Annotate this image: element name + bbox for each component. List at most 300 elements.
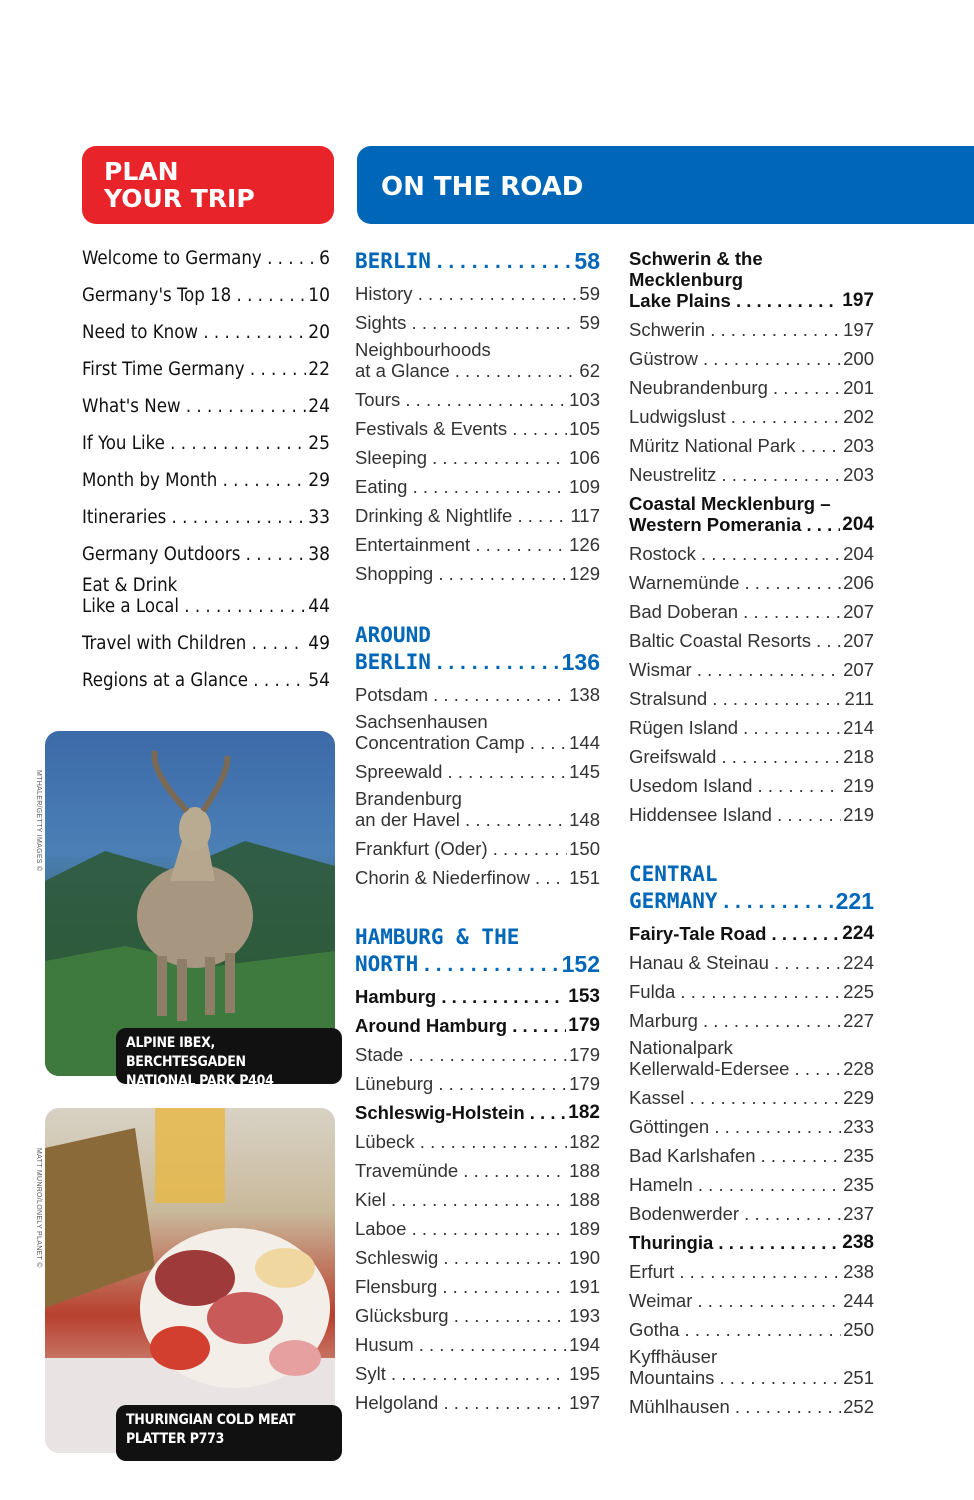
entry-title xyxy=(355,622,560,676)
entry-title-line: Brandenburg xyxy=(355,788,462,809)
entry-title-text: Hameln xyxy=(629,1174,693,1195)
entry-title-text: Lüneburg xyxy=(355,1073,434,1094)
entry-title xyxy=(355,1044,567,1065)
toc-entry xyxy=(355,339,600,381)
entry-title-text: Germany's Top 18 xyxy=(82,285,232,306)
region-heading-berlin xyxy=(355,248,600,275)
toc-entry xyxy=(355,476,600,497)
page-number: 207 xyxy=(843,630,874,651)
page-number: 29 xyxy=(308,469,330,491)
toc-entry xyxy=(355,1276,600,1297)
page-number: 33 xyxy=(308,506,330,528)
page-number: 194 xyxy=(569,1334,600,1355)
entry-title-text: Thuringia xyxy=(629,1232,714,1253)
on-the-road-column-2 xyxy=(629,248,874,1425)
entry-title-text: Erfurt xyxy=(629,1261,675,1282)
entry-title xyxy=(629,688,843,709)
entry-title xyxy=(82,433,306,454)
entry-title-line: Kyffhäuser xyxy=(629,1346,718,1367)
entry-title xyxy=(629,572,841,593)
entry-title xyxy=(629,804,841,825)
entry-title-text: Wismar xyxy=(629,659,692,680)
entry-title-text: Around Hamburg xyxy=(355,1015,508,1036)
toc-entry xyxy=(355,563,600,584)
entry-title xyxy=(629,923,840,944)
page-number: 203 xyxy=(843,435,874,456)
entry-title-line: Lake Plains xyxy=(629,290,731,311)
page-number: 10 xyxy=(308,284,330,306)
toc-entry xyxy=(629,1261,874,1282)
toc-entry xyxy=(355,1247,600,1268)
page-number: 25 xyxy=(308,432,330,454)
entry-title-line: AROUND xyxy=(355,623,431,647)
entry-title-text: Entertainment xyxy=(355,534,471,555)
toc-entry xyxy=(629,1087,874,1108)
page-number: 237 xyxy=(843,1203,874,1224)
entry-title xyxy=(355,389,567,410)
entry-title xyxy=(82,322,306,343)
toc-entry xyxy=(629,464,874,485)
entry-title xyxy=(629,406,841,427)
toc-entry xyxy=(629,1174,874,1195)
plan-entry xyxy=(82,633,330,654)
plan-entry xyxy=(82,544,330,565)
page-number: 188 xyxy=(569,1160,600,1181)
entry-title xyxy=(355,1276,567,1297)
toc-entry xyxy=(355,684,600,705)
entry-title xyxy=(82,285,306,306)
plan-entry xyxy=(82,285,330,306)
page-number: 54 xyxy=(308,669,330,691)
ibex-illustration xyxy=(45,731,335,1076)
toc-entry xyxy=(629,775,874,796)
entry-title-text: Tours xyxy=(355,389,401,410)
toc-section-thuringia xyxy=(629,1232,874,1253)
page-number: 145 xyxy=(569,761,600,782)
toc-entry xyxy=(355,1392,600,1413)
entry-title xyxy=(355,1160,567,1181)
toc-entry xyxy=(355,312,600,333)
entry-title xyxy=(355,1305,567,1326)
entry-title-text: Fulda xyxy=(629,981,676,1002)
entry-title xyxy=(629,601,841,622)
page-number: 190 xyxy=(569,1247,600,1268)
page-number: 182 xyxy=(569,1131,600,1152)
entry-title xyxy=(355,312,577,333)
entry-title-line: Schwerin & the xyxy=(629,248,763,269)
toc-entry xyxy=(355,505,600,526)
entry-title xyxy=(82,248,317,269)
platter-photo-credit: MATT MUNRO/LONELY PLANET © xyxy=(35,1148,42,1268)
entry-title xyxy=(355,563,567,584)
entry-title-line: Mountains xyxy=(629,1367,715,1388)
entry-title-text: First Time Germany xyxy=(82,359,245,380)
plan-entry xyxy=(82,322,330,343)
toc-entry xyxy=(629,746,874,767)
entry-title xyxy=(82,633,306,654)
entry-title-text: Stade xyxy=(355,1044,404,1065)
entry-title-line: Nationalpark xyxy=(629,1037,733,1058)
entry-title-text: Rostock xyxy=(629,543,696,564)
entry-title-text: Neustrelitz xyxy=(629,464,717,485)
entry-title xyxy=(629,981,841,1002)
page-number: 189 xyxy=(569,1218,600,1239)
ibex-caption-line2: NATIONAL PARK P404 xyxy=(126,1073,274,1089)
entry-title xyxy=(355,1363,567,1384)
toc-entry xyxy=(629,952,874,973)
entry-title-text: Kassel xyxy=(629,1087,685,1108)
entry-title-text: Festivals & Events xyxy=(355,418,508,439)
entry-title xyxy=(355,788,567,830)
entry-title-line: CENTRAL xyxy=(629,862,718,886)
entry-title-line: NORTH xyxy=(355,952,419,976)
page-number: 20 xyxy=(308,321,330,343)
page-number: 197 xyxy=(842,290,874,311)
entry-title-text: Spreewald xyxy=(355,761,443,782)
entry-title-text: Schwerin xyxy=(629,319,706,340)
page-number: 229 xyxy=(843,1087,874,1108)
toc-entry xyxy=(629,981,874,1002)
page-number: 182 xyxy=(568,1102,600,1123)
page-number: 129 xyxy=(569,563,600,584)
toc-entry xyxy=(355,788,600,830)
entry-title-text: Fairy-Tale Road xyxy=(629,923,767,944)
entry-title xyxy=(82,544,306,565)
toc-entry xyxy=(629,688,874,709)
entry-title-text: BERLIN xyxy=(355,249,431,273)
page-number: 136 xyxy=(561,649,600,675)
page-number: 6 xyxy=(319,247,330,269)
entry-title-text: Schleswig-Holstein xyxy=(355,1102,525,1123)
page-number: 153 xyxy=(568,986,600,1007)
entry-title xyxy=(629,1010,841,1031)
entry-title-text: Müritz National Park xyxy=(629,435,796,456)
entry-title-text: Rügen Island xyxy=(629,717,739,738)
page-number: 59 xyxy=(579,312,600,333)
entry-title-line: Western Pomerania xyxy=(629,514,802,535)
entry-title-text: Mühlhausen xyxy=(629,1396,730,1417)
entry-title-text: Month by Month xyxy=(82,470,218,491)
entry-title xyxy=(355,447,567,468)
entry-title-text: Shopping xyxy=(355,563,434,584)
page-number: 197 xyxy=(843,319,874,340)
page-number: 151 xyxy=(569,867,600,888)
entry-title xyxy=(355,1015,566,1036)
entry-title xyxy=(355,1247,567,1268)
entry-title-text: Weimar xyxy=(629,1290,693,1311)
entry-title-line: Mecklenburg xyxy=(629,269,744,290)
toc-entry xyxy=(629,601,874,622)
page-number: 251 xyxy=(843,1367,874,1388)
entry-title xyxy=(82,670,306,691)
toc-section-schwerin xyxy=(629,248,874,311)
entry-title-text: Hiddensee Island xyxy=(629,804,772,825)
entry-title xyxy=(629,717,841,738)
entry-title xyxy=(629,377,841,398)
ibex-photo-credit: MTHALER/GETTY IMAGES © xyxy=(35,770,42,872)
toc-section-schleswig-holstein xyxy=(355,1102,600,1123)
page-number: 204 xyxy=(842,514,874,535)
page-number: 218 xyxy=(843,746,874,767)
entry-title-text: Chorin & Niederfinow xyxy=(355,867,530,888)
toc-entry xyxy=(629,717,874,738)
toc-entry xyxy=(629,1010,874,1031)
entry-title-text: Flensburg xyxy=(355,1276,438,1297)
toc-entry xyxy=(355,1131,600,1152)
entry-title xyxy=(355,711,567,753)
page-number: 106 xyxy=(569,447,600,468)
entry-title xyxy=(629,1346,841,1388)
entry-title-text: Hanau & Steinau xyxy=(629,952,769,973)
page-number: 200 xyxy=(843,348,874,369)
page-number: 179 xyxy=(569,1044,600,1065)
entry-title-line: GERMANY xyxy=(629,889,718,913)
page-number: 58 xyxy=(574,248,600,274)
toc-entry xyxy=(355,1073,600,1094)
entry-title-text: Frankfurt (Oder) xyxy=(355,838,488,859)
entry-title xyxy=(355,1131,567,1152)
page-number: 202 xyxy=(843,406,874,427)
page-number: 38 xyxy=(308,543,330,565)
entry-title xyxy=(355,248,572,275)
toc-entry xyxy=(629,1037,874,1079)
entry-title xyxy=(629,952,841,973)
toc-entry xyxy=(629,348,874,369)
entry-title xyxy=(355,1102,566,1123)
toc-entry xyxy=(629,1396,874,1417)
toc-entry xyxy=(355,1189,600,1210)
entry-title-text: Glücksburg xyxy=(355,1305,449,1326)
page-number: 207 xyxy=(843,659,874,680)
entry-title-text: Usedom Island xyxy=(629,775,753,796)
entry-title xyxy=(629,1087,841,1108)
entry-title xyxy=(629,746,841,767)
entry-title-text: Potsdam xyxy=(355,684,429,705)
plan-entry xyxy=(82,248,330,269)
entry-title-line: Kellerwald-Edersee xyxy=(629,1058,790,1079)
entry-title-text: Lübeck xyxy=(355,1131,415,1152)
toc-entry xyxy=(629,435,874,456)
page-number: 211 xyxy=(844,688,874,709)
entry-title xyxy=(629,1290,841,1311)
toc-entry xyxy=(355,838,600,859)
toc-entry xyxy=(629,804,874,825)
page-number: 221 xyxy=(835,888,874,914)
entry-title xyxy=(82,396,306,417)
entry-title-text: Sleeping xyxy=(355,447,428,468)
toc-entry xyxy=(355,534,600,555)
cold-meat-platter-photo xyxy=(45,1108,335,1453)
entry-title xyxy=(355,534,567,555)
page-number: 197 xyxy=(569,1392,600,1413)
entry-title-text: Bodenwerder xyxy=(629,1203,740,1224)
entry-title-text: What's New xyxy=(82,396,181,417)
toc-section-fairy-tale-road xyxy=(629,923,874,944)
entry-title xyxy=(355,283,577,304)
plan-entry xyxy=(82,433,330,454)
plan-entry xyxy=(82,470,330,491)
plan-entry xyxy=(82,507,330,528)
page-number: 179 xyxy=(568,1015,600,1036)
toc-section-coastal-mecklenburg xyxy=(629,493,874,535)
toc-entry xyxy=(629,1319,874,1340)
toc-entry xyxy=(355,447,600,468)
page-number: 206 xyxy=(843,572,874,593)
toc-entry xyxy=(629,572,874,593)
entry-title xyxy=(355,1334,567,1355)
entry-title xyxy=(629,348,841,369)
entry-title-line: Coastal Mecklenburg – xyxy=(629,493,831,514)
entry-title xyxy=(355,1218,567,1239)
entry-title xyxy=(629,861,834,915)
toc-entry xyxy=(355,1218,600,1239)
page-number: 109 xyxy=(569,476,600,497)
entry-title-line: HAMBURG & THE xyxy=(355,925,520,949)
entry-title xyxy=(629,630,841,651)
toc-entry xyxy=(355,1044,600,1065)
entry-title-text: Ludwigslust xyxy=(629,406,726,427)
toc-section-around-hamburg xyxy=(355,1015,600,1036)
page-number: 62 xyxy=(579,360,600,381)
page-number: 148 xyxy=(569,809,600,830)
alpine-ibex-photo xyxy=(45,731,335,1076)
entry-title-text: Germany Outdoors xyxy=(82,544,241,565)
entry-title xyxy=(629,464,841,485)
entry-title-text: History xyxy=(355,283,413,304)
entry-title xyxy=(629,1145,841,1166)
entry-title-text: Husum xyxy=(355,1334,414,1355)
entry-title xyxy=(355,761,567,782)
entry-title xyxy=(629,775,841,796)
entry-title xyxy=(82,359,306,380)
entry-title xyxy=(629,1203,841,1224)
entry-title xyxy=(82,575,306,617)
entry-title xyxy=(629,493,840,535)
plan-your-trip-list xyxy=(82,248,330,707)
toc-section-hamburg xyxy=(355,986,600,1007)
entry-title-text: Helgoland xyxy=(355,1392,439,1413)
page-number: 228 xyxy=(843,1058,874,1079)
page-number: 227 xyxy=(843,1010,874,1031)
entry-title-text: Itineraries xyxy=(82,507,167,528)
entry-title xyxy=(629,1116,841,1137)
toc-entry xyxy=(629,1203,874,1224)
entry-title-text: Laboe xyxy=(355,1218,407,1239)
page-number: 225 xyxy=(843,981,874,1002)
entry-title xyxy=(82,507,306,528)
toc-entry xyxy=(629,377,874,398)
entry-title xyxy=(355,924,560,978)
page-number: 105 xyxy=(569,418,600,439)
entry-title-text: Bad Doberan xyxy=(629,601,739,622)
entry-title-text: Gotha xyxy=(629,1319,680,1340)
toc-entry xyxy=(355,1305,600,1326)
page-number: 144 xyxy=(569,732,600,753)
entry-title-line: Like a Local xyxy=(82,596,179,617)
entry-title xyxy=(629,1396,841,1417)
entry-title xyxy=(82,470,306,491)
entry-title-text: Drinking & Nightlife xyxy=(355,505,513,526)
page-number: 138 xyxy=(569,684,600,705)
page-number: 233 xyxy=(843,1116,874,1137)
page-number: 238 xyxy=(842,1232,874,1253)
entry-title-text: Marburg xyxy=(629,1010,698,1031)
entry-title xyxy=(355,1392,567,1413)
page-number: 235 xyxy=(843,1145,874,1166)
entry-title-text: Sylt xyxy=(355,1363,386,1384)
entry-title xyxy=(355,339,577,381)
entry-title xyxy=(355,505,569,526)
page-number: 203 xyxy=(843,464,874,485)
entry-title-text: Eating xyxy=(355,476,408,497)
toc-entry xyxy=(629,1290,874,1311)
entry-title xyxy=(355,1073,567,1094)
page-number: 252 xyxy=(843,1396,874,1417)
page-number: 214 xyxy=(843,717,874,738)
entry-title xyxy=(629,543,841,564)
page-number: 207 xyxy=(843,601,874,622)
region-heading-central-germany xyxy=(629,861,874,915)
page-number: 24 xyxy=(308,395,330,417)
plan-banner-line2: YOUR TRIP xyxy=(104,184,255,213)
page-number: 103 xyxy=(569,389,600,410)
entry-title-line: Concentration Camp xyxy=(355,732,525,753)
entry-title xyxy=(355,684,567,705)
toc-entry xyxy=(355,867,600,888)
page-number: 191 xyxy=(569,1276,600,1297)
toc-entry xyxy=(355,761,600,782)
toc-entry xyxy=(355,1363,600,1384)
toc-entry xyxy=(629,1346,874,1388)
toc-entry xyxy=(629,659,874,680)
toc-entry xyxy=(355,711,600,753)
entry-title-text: Travel with Children xyxy=(82,633,247,654)
toc-entry xyxy=(355,389,600,410)
page-number: 204 xyxy=(843,543,874,564)
toc-entry xyxy=(355,283,600,304)
entry-title-text: Baltic Coastal Resorts xyxy=(629,630,811,651)
entry-title xyxy=(355,418,567,439)
toc-entry xyxy=(355,1334,600,1355)
page-number: 193 xyxy=(569,1305,600,1326)
entry-title-line: at a Glance xyxy=(355,360,450,381)
entry-title-text: Stralsund xyxy=(629,688,708,709)
meat-platter-illustration xyxy=(45,1108,335,1453)
plan-entry xyxy=(82,575,330,617)
entry-title xyxy=(629,1261,841,1282)
platter-caption-line1: THURINGIAN COLD MEAT xyxy=(126,1412,296,1428)
entry-title xyxy=(629,1037,841,1079)
page-number: 188 xyxy=(569,1189,600,1210)
entry-title xyxy=(355,838,567,859)
page-number: 49 xyxy=(308,632,330,654)
page-number: 201 xyxy=(843,377,874,398)
toc-entry xyxy=(629,319,874,340)
entry-title-text: Hamburg xyxy=(355,986,437,1007)
entry-title-line: BERLIN xyxy=(355,650,431,674)
ibex-caption-line1: ALPINE IBEX, BERCHTESGADEN xyxy=(126,1035,246,1070)
toc-entry xyxy=(629,406,874,427)
entry-title-text: Göttingen xyxy=(629,1116,710,1137)
entry-title-text: Regions at a Glance xyxy=(82,670,249,691)
page-number: 59 xyxy=(579,283,600,304)
entry-title xyxy=(629,1174,841,1195)
on-the-road-banner: ON THE ROAD xyxy=(357,146,974,224)
on-the-road-column-1 xyxy=(355,248,600,1421)
page-number: 244 xyxy=(843,1290,874,1311)
entry-title-line: Eat & Drink xyxy=(82,575,178,596)
page-number: 219 xyxy=(843,804,874,825)
